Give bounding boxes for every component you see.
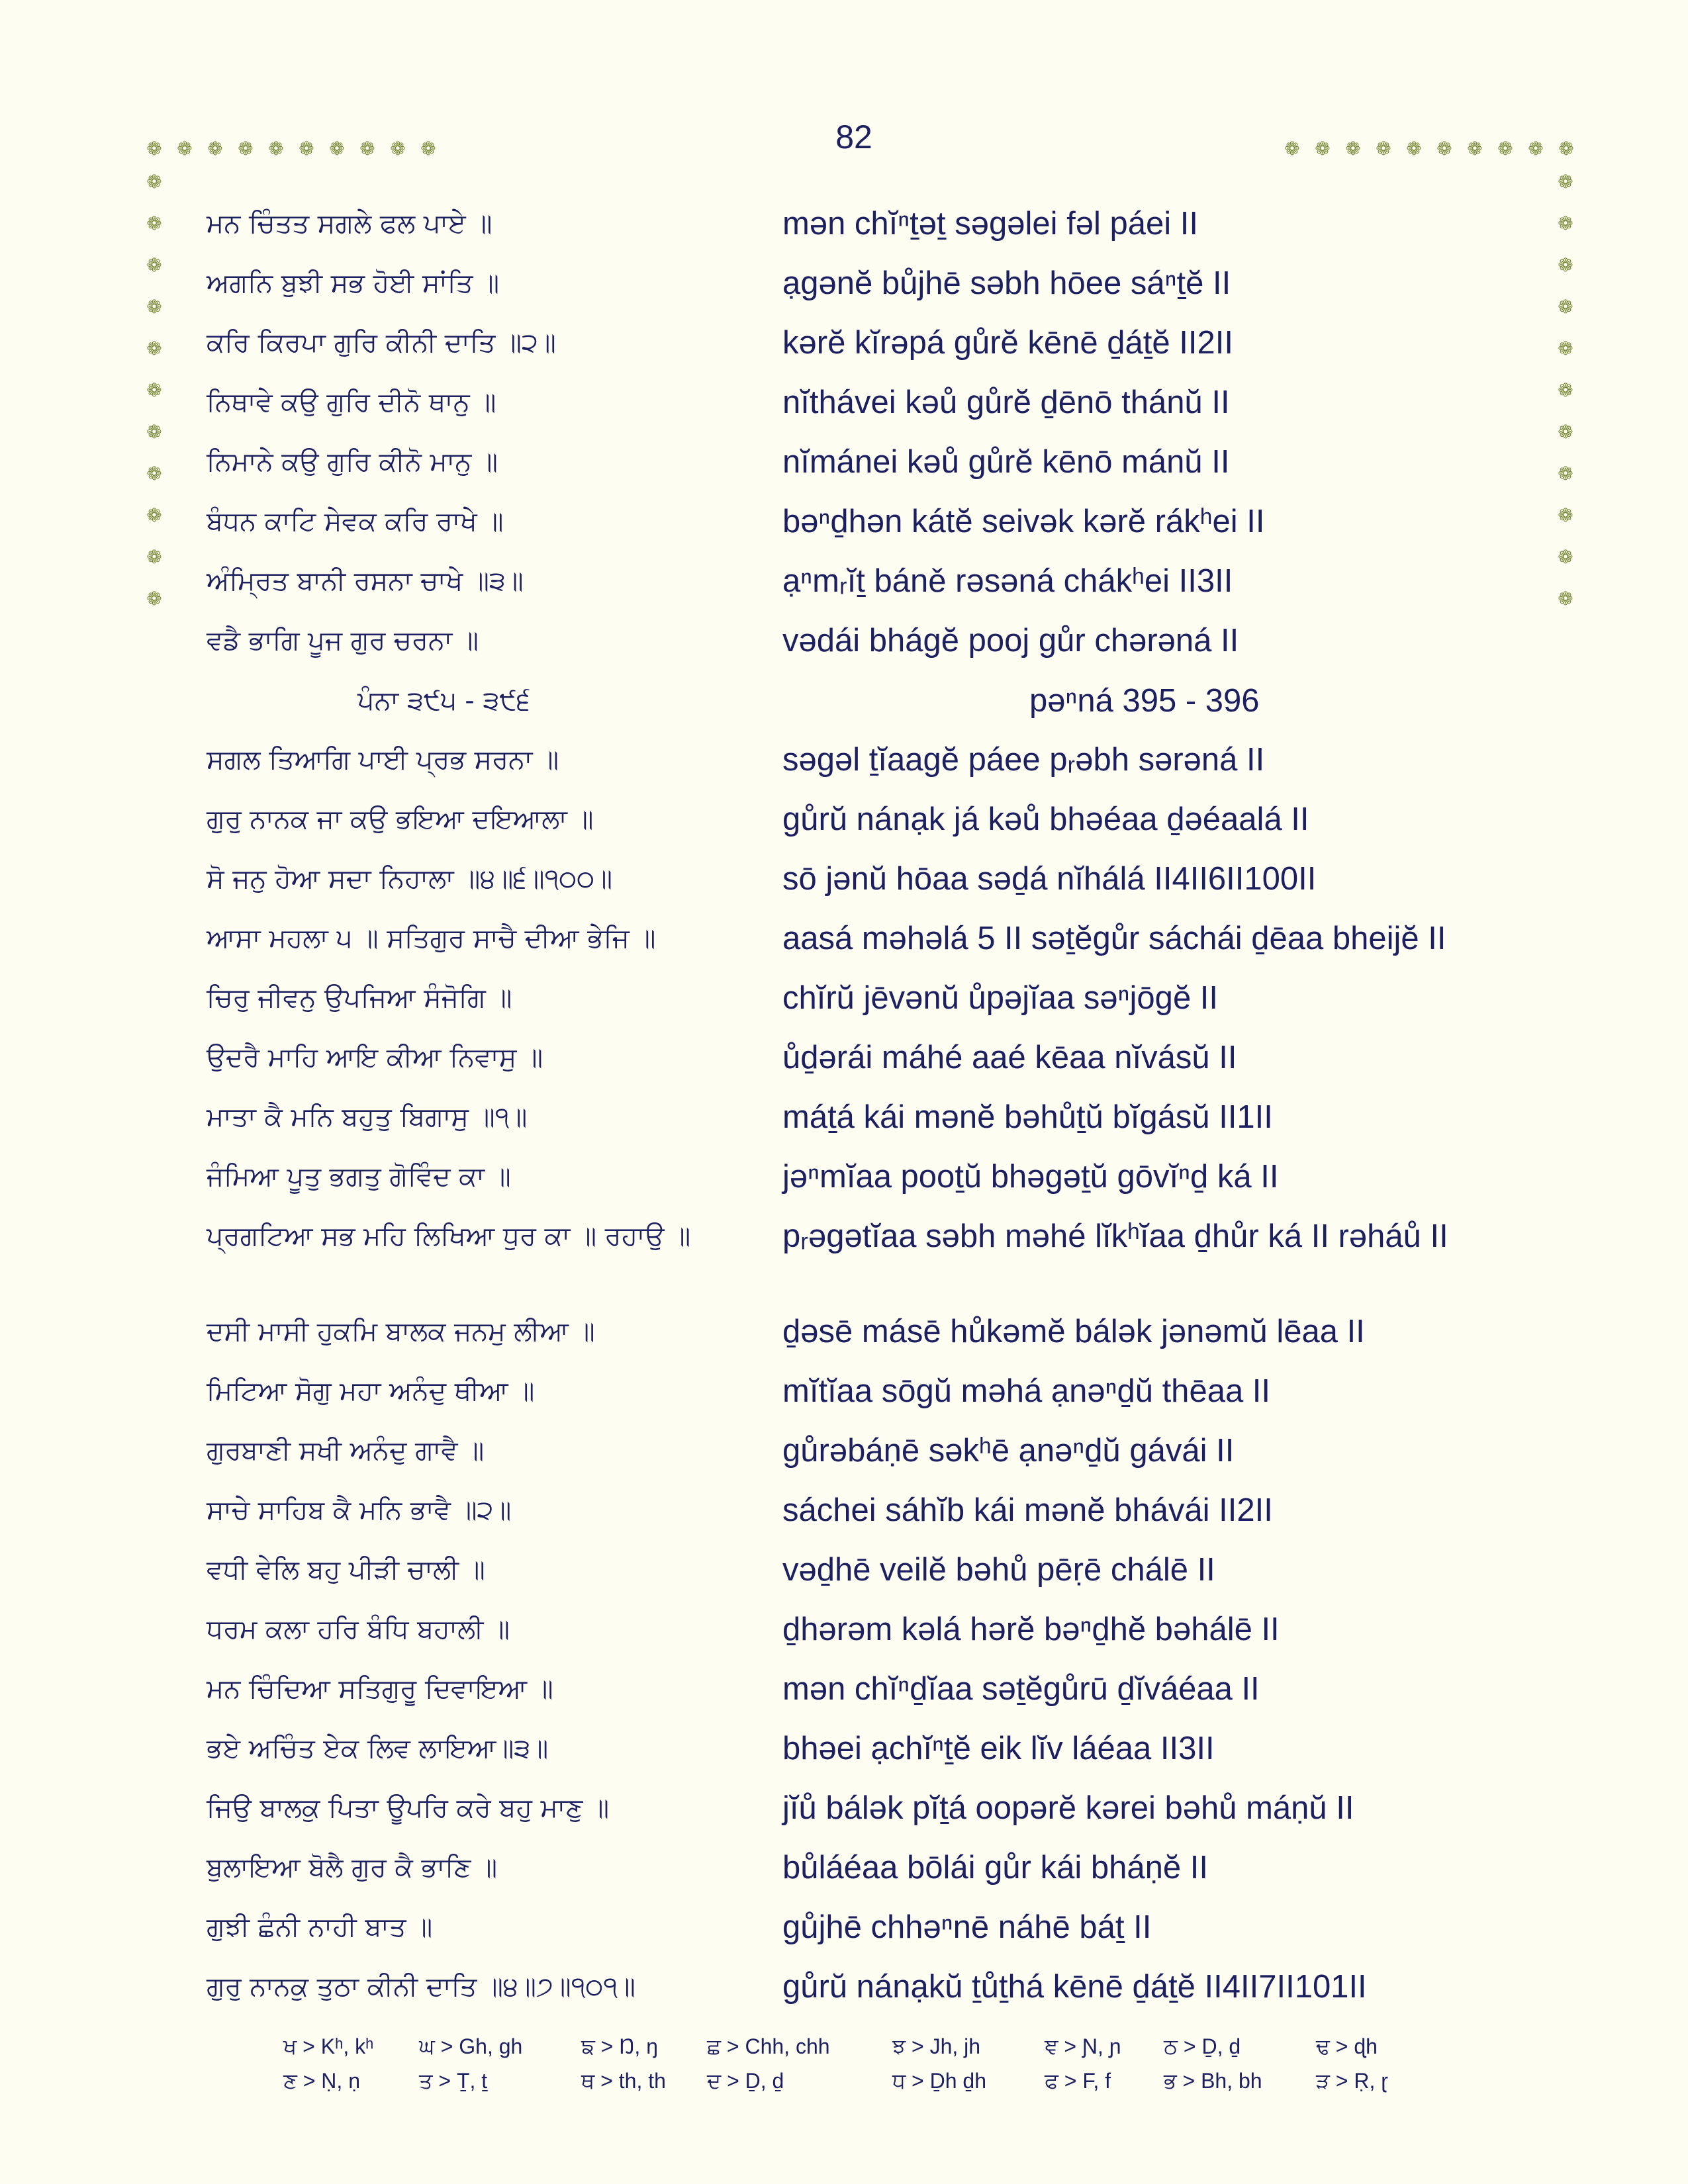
flower-ornament-icon: ❁ — [1528, 138, 1544, 159]
verse-row — [0, 200, 1688, 259]
transliteration-text: nĭmánei kəů gůrĕ kēnō mánŭ II — [782, 444, 1230, 480]
transliteration-legend — [283, 2030, 1422, 2099]
verse-row — [0, 379, 1688, 438]
verse-row — [0, 1844, 1688, 1903]
transliteration-text: jəⁿmĭaa pooṯŭ bhəgəṯŭ gōvĭⁿḏ ká II — [782, 1159, 1279, 1195]
verse-row — [0, 1486, 1688, 1546]
verse-row — [0, 1963, 1688, 2023]
verse-row — [0, 1034, 1688, 1093]
verse-row — [0, 557, 1688, 617]
verse-row — [0, 1367, 1688, 1427]
gurmukhi-text: ਮਨ ਚਿੰਤਤ ਸਗਲੇ ਫਲ ਪਾਏ ॥ — [207, 208, 492, 239]
transliteration-text: sō jənŭ hōaa səḏá nĭhálá II4II6II100II — [782, 861, 1317, 897]
flower-ornament-icon: ❁ — [146, 138, 162, 159]
transliteration-text: ạgənĕ bůjhē səbh hōee sáⁿṯĕ II — [782, 265, 1231, 301]
transliteration-text: gůjhē chhəⁿnē náhē báṯ II — [782, 1909, 1152, 1945]
transliteration-text: vədái bhágĕ pooj gůr chərəná II — [782, 623, 1239, 659]
page-number: 82 — [835, 118, 872, 156]
gurmukhi-text: ਆਸਾ ਮਹਲਾ ੫ ॥ ਸਤਿਗੁਰ ਸਾਚੈ ਦੀਆ ਭੇਜਿ ॥ — [207, 923, 656, 954]
transliteration-text: chĭrŭ jēvənŭ ůpəjĭaa səⁿjōgĕ II — [782, 980, 1219, 1016]
transliteration-text: sáchei sáhĭb kái mənĕ bhávái II2II — [782, 1492, 1273, 1528]
flower-ornament-icon: ❁ — [1558, 546, 1573, 568]
flower-ornament-icon: ❁ — [1558, 254, 1573, 276]
transliteration-text: máṯá kái mənĕ bəhůṯŭ bĭgásŭ II1II — [782, 1099, 1273, 1135]
verse-row — [0, 1665, 1688, 1725]
legend-entry: ੜ > Ṛ, ɽ — [1316, 2069, 1388, 2093]
transliteration-text: səgəl ṯĭaagĕ páee pᵣəbh sərəná II — [782, 742, 1265, 778]
legend-entry: ਛ > Chh, chh — [707, 2034, 830, 2058]
verse-row — [0, 259, 1688, 319]
legend-entry: ਙ > Ŋ, ŋ — [581, 2034, 658, 2058]
transliteration-text: kərĕ kĭrəpá gůrĕ kēnē ḏáṯĕ II2II — [782, 325, 1233, 361]
verse-row — [0, 1093, 1688, 1153]
legend-entry: ਖ > Kʰ, kʰ — [283, 2034, 374, 2058]
flower-ornament-icon: ❁ — [1558, 504, 1573, 526]
legend-entry: ਣ > Ṇ, ṇ — [283, 2069, 360, 2093]
gurmukhi-text: ਪੰਨਾ ੩੯੫ - ੩੯੬ — [357, 686, 530, 716]
flower-ornament-icon: ❁ — [420, 138, 436, 159]
transliteration-text: mən chĭⁿṯəṯ səgəlei fəl páei II — [782, 206, 1199, 242]
verse-row — [0, 1725, 1688, 1784]
gurmukhi-text: ਅੰਮ੍ਰਿਤ ਬਾਨੀ ਰਸਨਾ ਚਾਖੇ ॥੩॥ — [207, 566, 524, 596]
transliteration-text: gůrəbáṇē səkʰē ạnəⁿḏŭ gávái II — [782, 1433, 1235, 1469]
verse-row — [0, 1212, 1688, 1272]
transliteration-text: mən chĭⁿḏĭaa səṯĕgůrū ḏĭváéaa II — [782, 1671, 1260, 1707]
flower-ornament-icon: ❁ — [207, 138, 223, 159]
flower-ornament-icon: ❁ — [329, 138, 345, 159]
transliteration-text: aasá məhəlá 5 II səṯĕgůr sáchái ḏēaa bheijĕ II — [782, 921, 1446, 956]
transliteration-text: bhəei ạchĭⁿṯĕ eik lĭv láéaa II3II — [782, 1731, 1215, 1766]
legend-entry: ਠ > Ḏ, ḏ — [1164, 2034, 1241, 2058]
flower-ornament-icon: ❁ — [1558, 171, 1573, 193]
legend-entry: ਢ > ɖh — [1316, 2034, 1378, 2058]
transliteration-text: vəḏhē veilĕ bəhů pēṛē chálē II — [782, 1552, 1215, 1588]
verse-row — [0, 319, 1688, 379]
flower-ornament-icon: ❁ — [146, 379, 162, 401]
flower-ornament-icon: ❁ — [299, 138, 314, 159]
transliteration-text: gůrŭ nánạkŭ ṯůṯhá kēnē ḏáṯĕ II4II7II101II — [782, 1969, 1367, 2005]
flower-ornament-icon: ❁ — [1558, 138, 1574, 159]
gurmukhi-text: ਵਧੀ ਵੇਲਿ ਬਹੁ ਪੀੜੀ ਚਾਲੀ ॥ — [207, 1555, 485, 1585]
gurmukhi-text: ਕਰਿ ਕਿਰਪਾ ਗੁਰਿ ਕੀਨੀ ਦਾਤਿ ॥੨॥ — [207, 328, 556, 358]
flower-ornament-icon: ❁ — [1284, 138, 1300, 159]
flower-ornament-icon: ❁ — [238, 138, 254, 159]
gurmukhi-text: ਸਾਚੇ ਸਾਹਿਬ ਕੈ ਮਨਿ ਭਾਵੈ ॥੨॥ — [207, 1495, 512, 1525]
legend-entry: ਦ > Ḏ, ḏ — [707, 2069, 784, 2093]
flower-ornament-icon: ❁ — [1558, 338, 1573, 359]
legend-entry: ਥ > th, th — [581, 2069, 666, 2093]
transliteration-text: ạⁿmᵣĭṯ báně rəsəná chákʰei II3II — [782, 563, 1233, 599]
legend-entry: ਘ > Gh, gh — [419, 2034, 523, 2058]
verse-row — [0, 1153, 1688, 1212]
legend-entry: ਞ > Ɲ, ɲ — [1045, 2034, 1121, 2058]
verse-row — [0, 915, 1688, 974]
verse-row — [0, 1903, 1688, 1963]
transliteration-text: pᵣəgətĭaa səbh məhé lĭkʰĭaa ḏhůr ká II rəháů II — [782, 1218, 1448, 1254]
flower-ornament-icon: ❁ — [1467, 138, 1483, 159]
gurmukhi-text: ਸਗਲ ਤਿਆਗਿ ਪਾਈ ਪ੍ਰਭ ਸਰਨਾ ॥ — [207, 745, 559, 775]
flower-ornament-icon: ❁ — [359, 138, 375, 159]
gurmukhi-text: ਭਏ ਅਚਿੰਤ ਏਕ ਲਿਵ ਲਾਇਆ॥੩॥ — [207, 1733, 549, 1764]
flower-ornament-icon: ❁ — [1558, 296, 1573, 318]
flower-ornament-icon: ❁ — [146, 171, 162, 193]
gurmukhi-text: ਪ੍ਰਗਟਿਆ ਸਭ ਮਹਿ ਲਿਖਿਆ ਧੁਰ ਕਾ ॥ ਰਹਾਉ ॥ — [207, 1221, 691, 1251]
gurmukhi-text: ਸੋ ਜਨੁ ਹੋਆ ਸਦਾ ਨਿਹਾਲਾ ॥੪॥੬॥੧੦੦॥ — [207, 864, 613, 894]
transliteration-text: pəⁿná 395 - 396 — [1029, 683, 1260, 719]
gurmukhi-text: ਨਿਮਾਨੇ ਕਉ ਗੁਰਿ ਕੀਨੋ ਮਾਨੁ ॥ — [207, 447, 498, 477]
flower-ornament-icon: ❁ — [1558, 588, 1573, 610]
verse-row — [0, 617, 1688, 676]
flower-ornament-icon: ❁ — [146, 296, 162, 318]
gurmukhi-text: ਅਗਨਿ ਬੁਝੀ ਸਭ ਹੋਈ ਸਾਂਤਿ ॥ — [207, 268, 500, 298]
gurmukhi-text: ਬੁਲਾਇਆ ਬੋਲੈ ਗੁਰ ਕੈ ਭਾਣਿ ॥ — [207, 1852, 498, 1883]
legend-entry: ਭ > Bh, bh — [1164, 2069, 1262, 2093]
flower-ornament-icon: ❁ — [1406, 138, 1422, 159]
flower-ornament-icon: ❁ — [177, 138, 193, 159]
legend-entry: ਤ > Ṯ, ṯ — [419, 2069, 488, 2093]
flower-ornament-icon: ❁ — [1315, 138, 1331, 159]
flower-ornament-icon: ❁ — [146, 421, 162, 443]
verse-row — [0, 855, 1688, 915]
transliteration-text: ḏəsē másē hůkəmĕ bálək jənəmŭ lēaa II — [782, 1314, 1365, 1349]
flower-ornament-icon: ❁ — [1558, 379, 1573, 401]
flower-ornament-icon: ❁ — [1376, 138, 1391, 159]
flower-ornament-icon: ❁ — [146, 588, 162, 610]
verse-row — [0, 498, 1688, 557]
transliteration-text: gůrŭ nánạk já kəů bhəéaa ḏəéaalá II — [782, 801, 1309, 837]
page-reference-row — [0, 677, 1688, 737]
legend-entry: ਧ > Ḏh ḏh — [892, 2069, 987, 2093]
flower-ornament-icon: ❁ — [1558, 421, 1573, 443]
gurmukhi-text: ਧਰਮ ਕਲਾ ਹਰਿ ਬੰਧਿ ਬਹਾਲੀ ॥ — [207, 1614, 510, 1645]
flower-ornament-icon: ❁ — [268, 138, 284, 159]
flower-ornament-icon: ❁ — [1436, 138, 1452, 159]
legend-line — [283, 2030, 1422, 2065]
gurmukhi-text: ਉਦਰੈ ਮਾਹਿ ਆਇ ਕੀਆ ਨਿਵਾਸੁ ॥ — [207, 1042, 543, 1073]
transliteration-text: mĭtĭaa sōgŭ məhá ạnəⁿḏŭ thēaa II — [782, 1373, 1271, 1409]
gurmukhi-text: ਗੁਰੁ ਨਾਨਕ ਜਾ ਕਉ ਭਇਆ ਦਇਆਲਾ ॥ — [207, 804, 594, 835]
gurmukhi-text: ਮਾਤਾ ਕੈ ਮਨਿ ਬਹੁਤੁ ਬਿਗਾਸੁ ॥੧॥ — [207, 1102, 528, 1132]
flower-ornament-icon: ❁ — [146, 546, 162, 568]
transliteration-text: bəⁿḏhən kátĕ seivək kərĕ rákʰei II — [782, 504, 1265, 539]
gurmukhi-text: ਗੁਰਬਾਣੀ ਸਖੀ ਅਨੰਦੁ ਗਾਵੈ ॥ — [207, 1435, 485, 1466]
verse-row — [0, 1546, 1688, 1606]
verse-row — [0, 1784, 1688, 1844]
gurmukhi-text: ਮਿਟਿਆ ਸੋਗੁ ਮਹਾ ਅਨੰਦੁ ਥੀਆ ॥ — [207, 1376, 535, 1406]
verse-row — [0, 1606, 1688, 1665]
gurmukhi-text: ਨਿਥਾਵੇ ਕਉ ਗੁਰਿ ਦੀਨੋ ਥਾਨੁ ॥ — [207, 387, 496, 418]
flower-ornament-icon: ❁ — [146, 212, 162, 234]
flower-ornament-icon: ❁ — [390, 138, 406, 159]
verse-row — [0, 736, 1688, 796]
gurmukhi-text: ਮਨ ਚਿੰਦਿਆ ਸਤਿਗੁਰੂ ਦਿਵਾਇਆ ॥ — [207, 1674, 553, 1704]
flower-ornament-icon: ❁ — [1558, 212, 1573, 234]
flower-ornament-icon: ❁ — [1558, 463, 1573, 484]
transliteration-text: nĭthávei kəů gůrĕ ḏēnō thánŭ II — [782, 385, 1230, 420]
legend-entry: ਝ > Jh, jh — [892, 2034, 981, 2058]
legend-line — [283, 2065, 1422, 2099]
verse-row — [0, 974, 1688, 1034]
verse-row — [0, 796, 1688, 855]
gurmukhi-text: ਗੁਰੁ ਨਾਨਕੁ ਤੁਠਾ ਕੀਨੀ ਦਾਤਿ ॥੪॥੭॥੧੦੧॥ — [207, 1972, 636, 2002]
verse-row — [0, 1308, 1688, 1367]
transliteration-text: bůláéaa bōlái gůr kái bháṇĕ II — [782, 1850, 1208, 1886]
gurmukhi-text: ਵਡੈ ਭਾਗਿ ਪੂਜ ਗੁਰ ਚਰਨਾ ॥ — [207, 625, 479, 656]
flower-ornament-icon: ❁ — [1497, 138, 1513, 159]
gurmukhi-text: ਜਿਉ ਬਾਲਕੁ ਪਿਤਾ ਊਪਰਿ ਕਰੇ ਬਹੁ ਮਾਣੁ ॥ — [207, 1793, 610, 1823]
flower-ornament-icon: ❁ — [146, 254, 162, 276]
transliteration-text: ḏhərəm kəlá hərĕ bəⁿḏhĕ bəhálē II — [782, 1612, 1280, 1647]
transliteration-text: jĭů bálək pĭṯá oopərĕ kərei bəhů máṇŭ II — [782, 1790, 1354, 1826]
gurmukhi-text: ਗੁਝੀ ਛੰਨੀ ਨਾਹੀ ਬਾਤ ॥ — [207, 1912, 433, 1942]
gurmukhi-text: ਦਸੀ ਮਾਸੀ ਹੁਕਮਿ ਬਾਲਕ ਜਨਮੁ ਲੀਆ ॥ — [207, 1316, 595, 1347]
gurmukhi-text: ਚਿਰੁ ਜੀਵਨੁ ਉਪਜਿਆ ਸੰਜੋਗਿ ॥ — [207, 983, 512, 1013]
gurmukhi-text: ਬੰਧਨ ਕਾਟਿ ਸੇਵਕ ਕਰਿ ਰਾਖੇ ॥ — [207, 506, 504, 537]
gurmukhi-text: ਜੰਮਿਆ ਪੂਤੁ ਭਗਤੁ ਗੋਵਿੰਦ ਕਾ ॥ — [207, 1161, 511, 1192]
flower-ornament-icon: ❁ — [146, 504, 162, 526]
legend-entry: ਫ > F, f — [1045, 2069, 1111, 2093]
verse-row — [0, 1427, 1688, 1486]
flower-ornament-icon: ❁ — [146, 338, 162, 359]
verse-row — [0, 438, 1688, 498]
flower-ornament-icon: ❁ — [146, 463, 162, 484]
transliteration-text: ůḏərái máhé aaé kēaa nĭvásŭ II — [782, 1040, 1237, 1075]
flower-ornament-icon: ❁ — [1345, 138, 1361, 159]
